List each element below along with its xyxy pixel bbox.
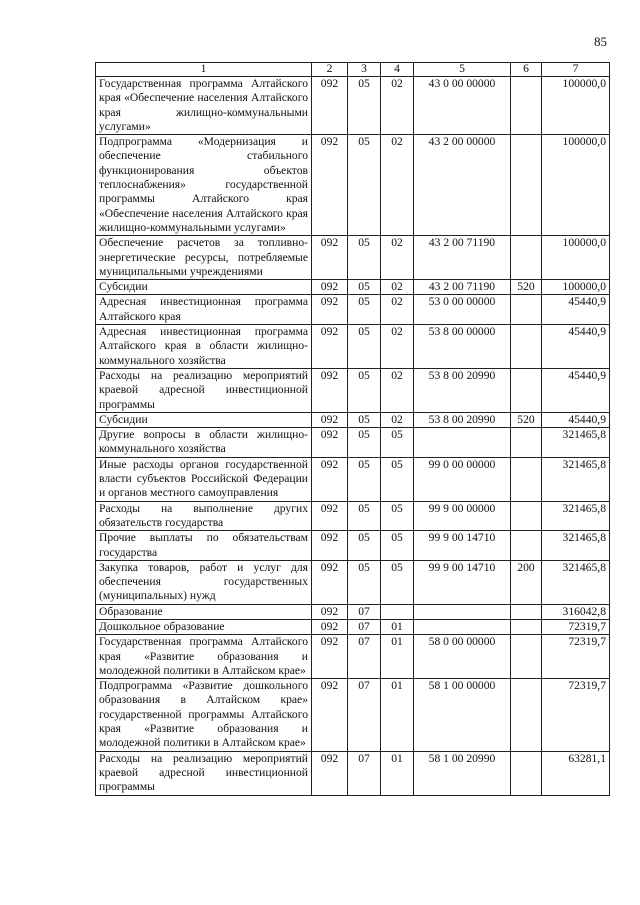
ministry-code-cell: 092 [312,428,348,458]
table-row [96,135,610,236]
table-row [96,619,610,634]
row-name-cell: Закупка товаров, работ и услуг для обеспечения государственных (муниципальных) нужд [96,560,312,604]
row-name-cell: Государственная программа Алтайского края «Обеспечение населения Алтайского края жилищно-коммунальными услугами» [96,77,312,135]
section-code-cell: 05 [348,501,381,531]
expense-type-cell: 520 [511,280,542,295]
expense-type-cell: 520 [511,412,542,427]
expense-type-cell [511,295,542,325]
row-name-cell: Иные расходы органов государственной власти субъектов Российской Федерации и органов местного самоуправления [96,457,312,501]
table-row [96,751,610,795]
target-article-cell: 58 1 00 00000 [414,679,511,751]
section-code-cell: 05 [348,135,381,236]
target-article-cell [414,604,511,619]
section-code-cell: 05 [348,412,381,427]
row-name-cell: Государственная программа Алтайского края «Развитие образования и молодежной политики в Алтайском крае» [96,635,312,679]
subsection-code-cell: 02 [381,280,414,295]
amount-cell: 63281,1 [542,751,610,795]
budget-table [95,62,610,796]
ministry-code-cell: 092 [312,531,348,561]
target-article-cell: 53 8 00 20990 [414,368,511,412]
target-article-cell: 53 8 00 20990 [414,412,511,427]
amount-cell: 45440,9 [542,295,610,325]
section-code-cell: 05 [348,428,381,458]
subsection-code-cell: 02 [381,412,414,427]
table-row [96,679,610,751]
section-code-cell: 05 [348,325,381,369]
ministry-code-cell: 092 [312,619,348,634]
amount-cell: 72319,7 [542,619,610,634]
expense-type-cell [511,77,542,135]
section-code-cell: 07 [348,751,381,795]
section-code-cell: 07 [348,635,381,679]
row-name-cell: Образование [96,604,312,619]
subsection-code-cell: 02 [381,77,414,135]
amount-cell: 321465,8 [542,501,610,531]
expense-type-cell [511,325,542,369]
row-name-cell: Подпрограмма «Модернизация и обеспечение стабильного функционирования объектов теплоснабжения» государственной программы Алтайского края «Обеспечение населения Алтайского края жилищно-коммунальными услугами» [96,135,312,236]
target-article-cell: 99 9 00 00000 [414,501,511,531]
page-number: 85 [594,34,607,49]
subsection-code-cell: 02 [381,236,414,280]
target-article-cell: 99 9 00 14710 [414,531,511,561]
column-header: 7 [542,63,610,77]
target-article-cell: 43 0 00 00000 [414,77,511,135]
subsection-code-cell: 02 [381,368,414,412]
row-name-cell: Расходы на реализацию мероприятий краевой адресной инвестиционной программы [96,751,312,795]
expense-type-cell [511,531,542,561]
ministry-code-cell: 092 [312,280,348,295]
row-name-cell: Дошкольное образование [96,619,312,634]
table-body [96,77,610,796]
ministry-code-cell: 092 [312,560,348,604]
target-article-cell: 99 9 00 14710 [414,560,511,604]
row-name-cell: Обеспечение расчетов за топливно-энергетические ресурсы, потребляемые муниципальными учреждениями [96,236,312,280]
subsection-code-cell: 05 [381,531,414,561]
ministry-code-cell: 092 [312,135,348,236]
table-row [96,635,610,679]
expense-type-cell [511,604,542,619]
amount-cell: 45440,9 [542,368,610,412]
table-row [96,531,610,561]
expense-type-cell [511,135,542,236]
table-row [96,295,610,325]
section-code-cell: 05 [348,295,381,325]
expense-type-cell [511,679,542,751]
target-article-cell [414,428,511,458]
amount-cell: 100000,0 [542,280,610,295]
column-header: 5 [414,63,511,77]
table-row [96,325,610,369]
row-name-cell: Прочие выплаты по обязательствам государства [96,531,312,561]
subsection-code-cell [381,604,414,619]
target-article-cell: 53 8 00 00000 [414,325,511,369]
subsection-code-cell: 05 [381,428,414,458]
amount-cell: 72319,7 [542,679,610,751]
expense-type-cell [511,236,542,280]
expense-type-cell: 200 [511,560,542,604]
target-article-cell: 58 1 00 20990 [414,751,511,795]
table-row [96,412,610,427]
expense-type-cell [511,619,542,634]
table-row [96,368,610,412]
table-row [96,428,610,458]
section-code-cell: 05 [348,280,381,295]
amount-cell: 45440,9 [542,412,610,427]
subsection-code-cell: 01 [381,619,414,634]
table-row [96,560,610,604]
table-row [96,77,610,135]
subsection-code-cell: 05 [381,560,414,604]
row-name-cell: Адресная инвестиционная программа Алтайского края в области жилищно-коммунального хозяйства [96,325,312,369]
table-row [96,280,610,295]
row-name-cell: Подпрограмма «Развитие дошкольного образования в Алтайском крае» государственной программы Алтайского края «Развитие образования и молодежной политики в Алтайском крае» [96,679,312,751]
row-name-cell: Адресная инвестиционная программа Алтайского края [96,295,312,325]
section-code-cell: 05 [348,457,381,501]
subsection-code-cell: 02 [381,295,414,325]
ministry-code-cell: 092 [312,457,348,501]
table-row [96,501,610,531]
section-code-cell: 07 [348,679,381,751]
amount-cell: 321465,8 [542,531,610,561]
expense-type-cell [511,368,542,412]
section-code-cell: 05 [348,560,381,604]
amount-cell: 316042,8 [542,604,610,619]
column-header: 6 [511,63,542,77]
row-name-cell: Расходы на реализацию мероприятий краевой адресной инвестиционной программы [96,368,312,412]
ministry-code-cell: 092 [312,325,348,369]
ministry-code-cell: 092 [312,604,348,619]
ministry-code-cell: 092 [312,77,348,135]
ministry-code-cell: 092 [312,236,348,280]
target-article-cell: 99 0 00 00000 [414,457,511,501]
amount-cell: 72319,7 [542,635,610,679]
amount-cell: 321465,8 [542,457,610,501]
table-row [96,236,610,280]
ministry-code-cell: 092 [312,368,348,412]
ministry-code-cell: 092 [312,412,348,427]
amount-cell: 100000,0 [542,135,610,236]
expense-type-cell [511,457,542,501]
expense-type-cell [511,428,542,458]
section-code-cell: 05 [348,236,381,280]
header-row [96,63,610,77]
column-header: 1 [96,63,312,77]
subsection-code-cell: 01 [381,679,414,751]
column-header: 2 [312,63,348,77]
amount-cell: 100000,0 [542,236,610,280]
column-header: 4 [381,63,414,77]
table-row [96,604,610,619]
target-article-cell: 43 2 00 00000 [414,135,511,236]
row-name-cell: Субсидии [96,280,312,295]
expense-type-cell [511,501,542,531]
amount-cell: 45440,9 [542,325,610,369]
column-header: 3 [348,63,381,77]
amount-cell: 321465,8 [542,428,610,458]
target-article-cell: 53 0 00 00000 [414,295,511,325]
ministry-code-cell: 092 [312,635,348,679]
row-name-cell: Субсидии [96,412,312,427]
ministry-code-cell: 092 [312,295,348,325]
ministry-code-cell: 092 [312,501,348,531]
ministry-code-cell: 092 [312,679,348,751]
expense-type-cell [511,751,542,795]
subsection-code-cell: 02 [381,325,414,369]
subsection-code-cell: 05 [381,457,414,501]
ministry-code-cell: 092 [312,751,348,795]
expense-type-cell [511,635,542,679]
subsection-code-cell: 05 [381,501,414,531]
subsection-code-cell: 01 [381,751,414,795]
section-code-cell: 05 [348,531,381,561]
section-code-cell: 07 [348,604,381,619]
section-code-cell: 07 [348,619,381,634]
target-article-cell [414,619,511,634]
target-article-cell: 43 2 00 71190 [414,236,511,280]
subsection-code-cell: 02 [381,135,414,236]
row-name-cell: Расходы на выполнение других обязательств государства [96,501,312,531]
section-code-cell: 05 [348,77,381,135]
target-article-cell: 58 0 00 00000 [414,635,511,679]
subsection-code-cell: 01 [381,635,414,679]
target-article-cell: 43 2 00 71190 [414,280,511,295]
row-name-cell: Другие вопросы в области жилищно-коммунального хозяйства [96,428,312,458]
table-row [96,457,610,501]
section-code-cell: 05 [348,368,381,412]
amount-cell: 321465,8 [542,560,610,604]
amount-cell: 100000,0 [542,77,610,135]
